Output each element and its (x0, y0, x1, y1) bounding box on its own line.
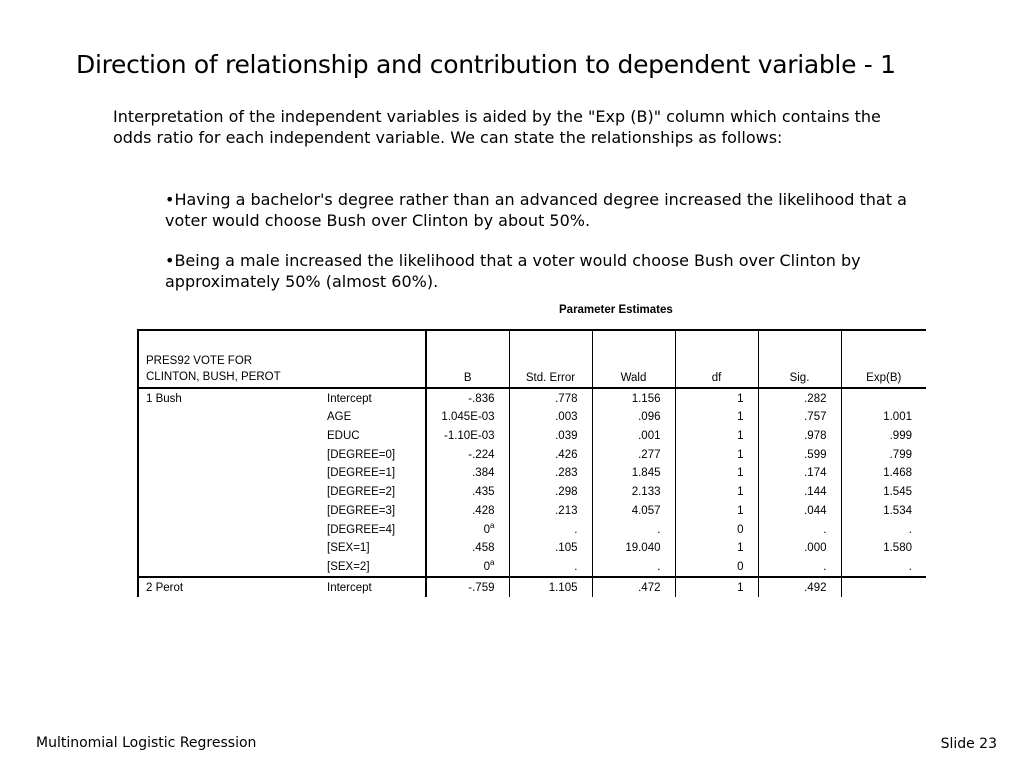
row-variable-label: AGE (322, 408, 426, 427)
cell-value: . (574, 560, 578, 573)
cell-value: .000 (804, 542, 827, 555)
bullet-sex: •Being a male increased the likelihood that a voter would choose Bush over Clinton by approximately 50% (almost 60%). (165, 251, 861, 291)
cell-value: .277 (638, 448, 661, 461)
cell-b (426, 577, 509, 597)
cell-value: 1.045E-03 (441, 411, 495, 424)
cell-sig (758, 388, 841, 408)
cell-df (675, 501, 758, 520)
cell-value: .757 (804, 411, 827, 424)
cell-b (426, 464, 509, 483)
cell-df (675, 577, 758, 597)
cell-expb (841, 464, 926, 483)
cell-sig (758, 539, 841, 558)
cell-value: 1 (737, 486, 744, 499)
cell-wald (592, 426, 675, 445)
table-row (138, 577, 926, 597)
cell-value: .282 (804, 392, 827, 405)
cell-sig (758, 501, 841, 520)
cell-sig (758, 426, 841, 445)
cell-std-error (509, 520, 592, 539)
table-row (138, 482, 926, 501)
bullet-degree: •Having a bachelor's degree rather than an advanced degree increased the likelihood that a voter would choose Bush over Clinton by about 50%. (165, 190, 907, 230)
slide-title: Direction of relationship and contribution to dependent variable - 1 (76, 50, 896, 79)
cell-value: -.836 (468, 392, 495, 405)
cell-value: 1 (737, 504, 744, 517)
cell-value: 1 (737, 542, 744, 555)
table-row (138, 501, 926, 520)
slide-number: Slide 23 (940, 736, 997, 752)
cell-df (675, 426, 758, 445)
cell-wald (592, 464, 675, 483)
cell-std-error (509, 388, 592, 408)
parameter-estimates-table (137, 329, 925, 594)
cell-value: .978 (804, 430, 827, 443)
cell-value: .001 (638, 430, 661, 443)
cell-value: 0 (737, 523, 744, 536)
cell-expb (841, 426, 926, 445)
cell-wald (592, 520, 675, 539)
table-row (138, 445, 926, 464)
footnote-marker: a (490, 520, 495, 530)
cell-value: .799 (889, 448, 912, 461)
dependent-variable-label (138, 330, 426, 388)
cell-value: -.224 (468, 448, 495, 461)
row-group-label: 1 Bush (138, 388, 322, 408)
cell-expb (841, 445, 926, 464)
cell-value: .778 (555, 392, 578, 405)
cell-value: .044 (804, 504, 827, 517)
cell-sig (758, 577, 841, 597)
cell-wald (592, 557, 675, 577)
cell-value: . (657, 560, 661, 573)
dependent-label-line2: CLINTON, BUSH, PEROT (146, 371, 281, 383)
cell-value: 1.468 (883, 467, 912, 480)
cell-value: 1 (737, 467, 744, 480)
col-header-expb: Exp(B) (841, 330, 926, 388)
table-row (138, 520, 926, 539)
row-variable-label: Intercept (322, 388, 426, 408)
cell-value: 1.156 (631, 392, 661, 405)
cell-b (426, 557, 509, 577)
cell-value: . (574, 523, 578, 536)
cell-value: 1.845 (631, 467, 661, 480)
cell-df (675, 482, 758, 501)
row-group-label (138, 539, 322, 558)
cell-b (426, 539, 509, 558)
cell-value: .174 (804, 467, 827, 480)
footnote-marker: a (490, 558, 495, 568)
cell-value: . (657, 523, 661, 536)
cell-value: .298 (555, 486, 578, 499)
cell-sig (758, 557, 841, 577)
cell-value: .144 (804, 486, 827, 499)
cell-value: .492 (804, 581, 827, 594)
table-row (138, 408, 926, 427)
cell-expb (841, 539, 926, 558)
row-variable-label: [DEGREE=4] (322, 520, 426, 539)
row-variable-label: Intercept (322, 577, 426, 597)
cell-wald (592, 501, 675, 520)
cell-std-error (509, 539, 592, 558)
cell-value: . (823, 560, 827, 573)
cell-value: .472 (638, 581, 661, 594)
cell-b (426, 426, 509, 445)
cell-value: .096 (638, 411, 661, 424)
cell-df (675, 388, 758, 408)
col-header-b: B (426, 330, 509, 388)
row-variable-label: [DEGREE=3] (322, 501, 426, 520)
col-header-std-error: Std. Error (509, 330, 592, 388)
cell-expb (841, 501, 926, 520)
intro-paragraph: Interpretation of the independent variables is aided by the "Exp (B)" column which contains the odds ratio for each independent variable. We can state the relationships as follows: (113, 107, 881, 147)
cell-value: .435 (472, 486, 495, 499)
col-header-wald: Wald (592, 330, 675, 388)
cell-value: 0 (483, 560, 491, 573)
table-header-row (138, 330, 926, 388)
cell-value: 1 (737, 411, 744, 424)
table-row (138, 388, 926, 408)
cell-b (426, 445, 509, 464)
cell-b (426, 388, 509, 408)
row-variable-label: [DEGREE=1] (322, 464, 426, 483)
row-group-label (138, 464, 322, 483)
cell-std-error (509, 445, 592, 464)
table-row (138, 464, 926, 483)
cell-expb (841, 577, 926, 597)
cell-value: 1.545 (883, 486, 912, 499)
cell-value: .384 (472, 467, 495, 480)
cell-value: 4.057 (631, 504, 661, 517)
row-group-label (138, 408, 322, 427)
cell-value: 1.105 (548, 581, 578, 594)
cell-expb (841, 408, 926, 427)
cell-value: -.759 (468, 581, 495, 594)
cell-wald (592, 539, 675, 558)
cell-value: 1 (737, 448, 744, 461)
row-variable-label: [DEGREE=2] (322, 482, 426, 501)
row-group-label (138, 482, 322, 501)
row-group-label (138, 445, 322, 464)
row-variable-label: [DEGREE=0] (322, 445, 426, 464)
cell-value: . (908, 523, 912, 536)
cell-value: 1 (737, 430, 744, 443)
table-row (138, 539, 926, 558)
cell-wald (592, 408, 675, 427)
cell-std-error (509, 501, 592, 520)
row-variable-label: EDUC (322, 426, 426, 445)
cell-value: .039 (555, 430, 578, 443)
footer-title: Multinomial Logistic Regression (36, 735, 257, 751)
cell-std-error (509, 557, 592, 577)
cell-wald (592, 482, 675, 501)
row-group-label (138, 501, 322, 520)
cell-b (426, 408, 509, 427)
cell-df (675, 539, 758, 558)
cell-value: -1.10E-03 (443, 430, 495, 443)
cell-sig (758, 445, 841, 464)
row-group-label: 2 Perot (138, 577, 322, 597)
cell-expb (841, 388, 926, 408)
cell-df (675, 464, 758, 483)
cell-b (426, 520, 509, 539)
cell-value: 1 (737, 392, 744, 405)
cell-sig (758, 408, 841, 427)
table-row (138, 557, 926, 577)
cell-b (426, 482, 509, 501)
cell-std-error (509, 464, 592, 483)
cell-df (675, 520, 758, 539)
cell-value: .213 (555, 504, 578, 517)
table-title: Parameter Estimates (559, 304, 673, 316)
cell-b (426, 501, 509, 520)
cell-std-error (509, 408, 592, 427)
cell-value: 19.040 (625, 542, 661, 555)
cell-value: .426 (555, 448, 578, 461)
row-group-label (138, 520, 322, 539)
cell-std-error (509, 577, 592, 597)
table-row (138, 426, 926, 445)
cell-value: . (908, 560, 912, 573)
cell-value: .999 (889, 430, 912, 443)
cell-std-error (509, 426, 592, 445)
row-group-label (138, 426, 322, 445)
col-header-sig: Sig. (758, 330, 841, 388)
cell-value: 1.534 (883, 504, 912, 517)
cell-wald (592, 445, 675, 464)
cell-wald (592, 577, 675, 597)
cell-value: .003 (555, 411, 578, 424)
cell-df (675, 408, 758, 427)
cell-expb (841, 557, 926, 577)
cell-value: 1 (737, 581, 744, 594)
cell-wald (592, 388, 675, 408)
cell-sig (758, 482, 841, 501)
cell-df (675, 557, 758, 577)
cell-expb (841, 482, 926, 501)
cell-df (675, 445, 758, 464)
cell-value: 0 (737, 560, 744, 573)
cell-sig (758, 520, 841, 539)
cell-value: 2.133 (631, 486, 661, 499)
cell-value: .283 (555, 467, 578, 480)
row-variable-label: [SEX=1] (322, 539, 426, 558)
cell-sig (758, 464, 841, 483)
cell-value: .599 (804, 448, 827, 461)
cell-value: 0 (483, 523, 491, 536)
cell-value: .105 (555, 542, 578, 555)
cell-expb (841, 520, 926, 539)
dependent-label-line1: PRES92 VOTE FOR (146, 355, 253, 367)
cell-value: 1.580 (883, 542, 912, 555)
row-group-label (138, 557, 322, 577)
cell-value: . (823, 523, 827, 536)
cell-std-error (509, 482, 592, 501)
row-variable-label: [SEX=2] (322, 557, 426, 577)
cell-value: .458 (472, 542, 495, 555)
cell-value: 1.001 (883, 411, 912, 424)
cell-value: .428 (472, 504, 495, 517)
col-header-df: df (675, 330, 758, 388)
